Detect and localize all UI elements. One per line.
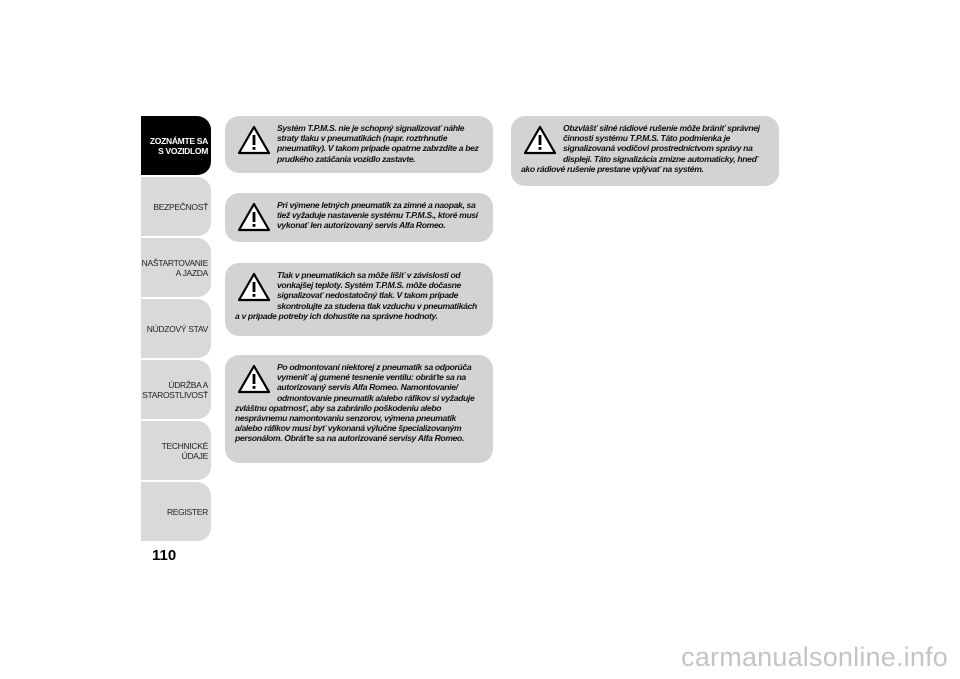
warning-box bbox=[225, 263, 493, 336]
tab-register[interactable] bbox=[141, 482, 211, 542]
tab-label: NÚDZOVÝ STAV bbox=[146, 323, 208, 334]
warning-box bbox=[225, 355, 493, 463]
warning-text: Obzvlášť silné rádiové rušenie môže brániť správnej činnosti systému T.P.M.S. Táto podmienka je signalizovaná vodičovi prostredníctvom správy na displeji. Táto signalizácia zmizne automaticky, hneď ako rádiové rušenie prestane vplývať na systém. bbox=[521, 123, 760, 174]
page-number: 110 bbox=[152, 547, 177, 564]
tab-label: ÚDRŽBA A STAROSTLIVOSŤ bbox=[142, 379, 208, 400]
tab-nastartovanie-a-jazda[interactable] bbox=[141, 238, 211, 298]
tab-label: TECHNICKÉ ÚDAJE bbox=[161, 440, 208, 461]
warning-triangle-icon bbox=[237, 125, 271, 155]
tab-label: REGISTER bbox=[166, 506, 208, 517]
tab-label: BEZPEČNOSŤ bbox=[153, 201, 208, 212]
tab-label: ZOZNÁMTE SA S VOZIDLOM bbox=[149, 135, 208, 156]
tab-bezpecnost[interactable] bbox=[141, 177, 211, 237]
warning-box bbox=[225, 193, 493, 242]
warning-triangle-icon bbox=[237, 272, 271, 302]
warning-text: Po odmontovaní niektorej z pneumatík sa odporúča vymeniť aj gumené tesnenie ventilu: obráťte sa na autorizovaný servis Alfa Romeo. Namontovanie/ odmontovanie pneumatík a/alebo ráfikov si vyžaduje zvláštnu opatrnosť, aby sa zabránilo poškodeniu alebo nesprávnemu namontovaniu senzorov, výmena pneumatík a/alebo ráfikov musí byť vykonaná výlučne špecializovaným personálom. Obráťte sa na autorizované servisy Alfa Romeo. bbox=[235, 362, 475, 444]
warning-triangle-icon bbox=[237, 202, 271, 232]
warning-text: Systém T.P.M.S. nie je schopný signalizovať náhle straty tlaku v pneumatikách (napr. roztrhnutie pneumatiky). V takom prípade opatrne zabrzdite a bez prudkého zatáčania vozidlo zastavte. bbox=[277, 123, 479, 164]
warning-triangle-icon bbox=[523, 125, 557, 155]
tab-nudzovy-stav[interactable] bbox=[141, 299, 211, 359]
tab-technicke-udaje[interactable] bbox=[141, 421, 211, 481]
warning-triangle-icon bbox=[237, 364, 271, 394]
warning-box bbox=[511, 116, 779, 186]
tab-udrzba-a-starostlivost[interactable] bbox=[141, 360, 211, 420]
tab-zoznamte-sa-s-vozidlom[interactable] bbox=[141, 116, 211, 176]
tab-label: NAŠTARTOVANIE A JAZDA bbox=[141, 257, 208, 278]
warning-text: Pri výmene letných pneumatík za zimné a naopak, sa tiež vyžaduje nastavenie systému T.P.M.S., ktoré musí vykonať len autorizovaný servis Alfa Romeo. bbox=[277, 200, 478, 231]
warning-text: Tlak v pneumatikách sa môže líšiť v závislosti od vonkajšej teploty. Systém T.P.M.S. môže dočasne signalizovať nedostatočný tlak. V takom prípade skontrolujte za studena tlak vzduchu v pneumatikách a v prípade potreby ich dohustite na správne hodnoty. bbox=[235, 270, 477, 321]
warning-box bbox=[225, 116, 493, 173]
watermark: carmanualsonline.info bbox=[681, 642, 948, 672]
